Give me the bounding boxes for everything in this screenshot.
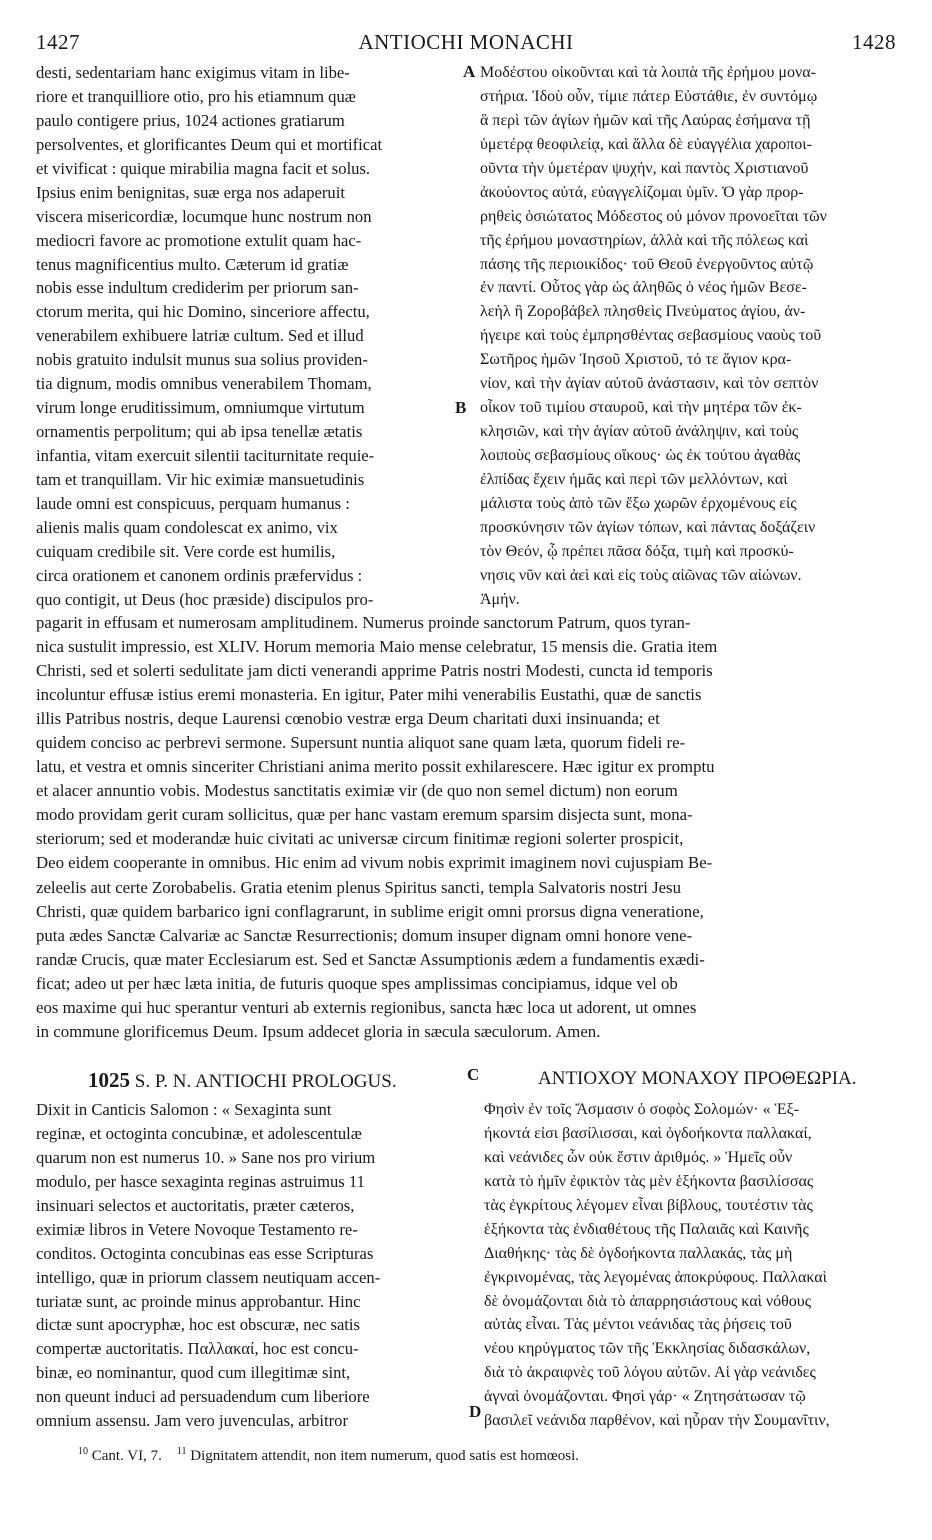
text-line: zeleelis aut certe Zorobabelis. Gratia etenim plenus Spiritus sancti, templa Salvatoris nostri Jesu (36, 877, 681, 897)
text-line: Μοδέστου οἰκοῦνται καὶ τὰ λοιπὰ τῆς ἐρήμου μονα- (480, 64, 816, 81)
text-line: ήκοντά εἰσι βασίλισσαι, καὶ ὀγδοήκοντα παλλακαί, (484, 1124, 812, 1142)
text-line: non queunt induci ad persuadendum cum liberiore (36, 1387, 370, 1407)
text-line: τῆς ἐρήμου μοναστηρίων, ἀλλὰ καὶ τῆς πόλεως καὶ (480, 231, 809, 249)
text-line: illis Patribus nostris, deque Laurensi cœnobio vestræ erga Deum charitati duxi insinuanda; et (36, 709, 660, 729)
text-line: ἑξήκοντα τὰς ἐνδιαθέτους τῆς Παλαιᾶς καὶ Καινῆς (484, 1220, 809, 1238)
text-line: Φησὶν ἐν τοῖς Ἄσμασιν ὁ σοφὸς Σολομών· « Ἑξ- (484, 1101, 800, 1118)
text-line: et alacer annuntio vobis. Modestus sanctitatis eximiæ vir (de quo non semel dictum) non eorum (36, 781, 678, 801)
text-line: Διαθήκης· τὰς δὲ ὀγδοήκοντα παλλακάς, τὰς μὴ (484, 1244, 793, 1262)
section-number: 1025 (88, 1068, 130, 1092)
margin-letter-c: C (467, 1065, 480, 1084)
footnote-10-text: Cant. VI, 7. (91, 1448, 162, 1464)
text-line: ἃ περὶ τῶν ἁγίων ἡμῶν καὶ τῆς Λαύρας ἐσήμανα τῇ (480, 111, 811, 129)
text-line: modulo, per hasce sexaginta reginas astruimus 11 (36, 1171, 365, 1191)
text-line: Christi, sed et solerti sedulitate jam dicti venerandi apprime Patris nostri Modesti, cuncta id temporis (36, 661, 713, 681)
text-line: tia dignum, modis omnibus venerabilem Thomam, (36, 374, 372, 394)
text-line: ἀκούοντος αὐτά, εὐαγγελίζομαι ὑμῖν. Ὁ γὰρ προρ- (480, 183, 804, 201)
text-line: ρηθεὶς ὁσιώτατος Μόδεστος οὐ μόνον προνοεῖται τῶν (480, 207, 827, 225)
text-line: incoluntur effusæ istius eremi monasteria. En igitur, Pater mihi venerabilis Eustathi, quæ de sanctis (36, 685, 702, 705)
text-line: eximiæ libros in Vetere Novoque Testamento re- (36, 1219, 358, 1239)
text-line: viscera misericordiæ, locumque hunc nostrum non (36, 206, 372, 226)
text-line: laude omni est conspicuus, perquam humanus : (36, 493, 350, 513)
text-line: προσκύνησιν τῶν ἁγίων τόπων, καὶ πάντας δοξάζειν (480, 518, 816, 536)
text-line: οἶκον τοῦ τιμίου σταυροῦ, καὶ τὴν μητέρα τῶν ἐκ- (480, 399, 802, 417)
text-line: virum longe eruditissimum, omniumque virtutum (36, 398, 365, 418)
text-line: steriorum; sed et moderandæ huic civitati ac universæ circum finitimæ regioni solerter prospicit, (36, 829, 684, 849)
text-line: desti, sedentariam hanc exigimus vitam in libe- (36, 63, 350, 82)
text-line: νέου κηρύγματος τῶν τῆς Ἐκκλησίας διδασκάλων, (484, 1340, 811, 1358)
text-line: tenus magnificentius multo. Cæterum id gratiæ (36, 254, 349, 274)
text-line: intelligo, quæ in priorum classem neutiquam accen- (36, 1267, 381, 1287)
latin-column-bottom (36, 1098, 464, 1433)
footnote-10-marker: 10 (78, 1446, 88, 1457)
text-line: turiatæ sunt, ac proinde minus approbantur. Hinc (36, 1291, 361, 1311)
footnote-11-text: Dignitatem attendit, non item numerum, quod satis est homœosi. (190, 1448, 579, 1464)
text-line: randæ Crucis, quæ mater Ecclesiarum est. Sed et Sanctæ Assumptionis ædem a fundamentis exædi- (36, 949, 705, 969)
text-line: alienis malis quam condolescat ex animo, vix (36, 517, 338, 537)
text-line: κλησιῶν, καὶ τὴν ἁγίαν αὐτοῦ ἀνάληψιν, καὶ τοὺς (480, 423, 799, 441)
text-line: νησις νῦν καὶ ἀεὶ καὶ εἰς τοὺς αἰῶνας τῶν αἰώνων. (480, 566, 802, 584)
text-line: quidem conciso ac perbrevi sermone. Supersunt nuntia aliquot sane quam læta, quorum fideli re- (36, 733, 686, 753)
text-line: nica sustulit impressio, est XLIV. Horum memoria Maio mense celebratur, 15 mensis die. Gratia item (36, 637, 718, 657)
text-line: cuiquam credibile sit. Vere corde est humilis, (36, 541, 336, 561)
text-line: ήγειρε καὶ τοὺς ἐμπρησθέντας σεβασμίους ναοὺς τοῦ (480, 327, 822, 345)
text-line: Dixit in Canticis Salomon : « Sexaginta sunt (36, 1100, 332, 1119)
text-line: venerabilem exhibuere latriæ cultum. Sed et illud (36, 326, 364, 346)
text-line: circa orationem et canonem ordinis præfervidus : (36, 565, 363, 585)
left-page-number: 1427 (36, 30, 80, 54)
text-line: μάλιστα τοὺς ἀπὸ τῶν ἔξω χωρῶν ἐρχομένους εἰς (480, 494, 797, 512)
text-line: modo providam gerit curam sollicitus, quæ per hanc vastam eremum sparsim disjecta sunt, mona- (36, 805, 693, 825)
text-line: nobis gratuito indulsit munus sua solius providen- (36, 350, 368, 370)
text-line: paulo contigere prius, 1024 actiones gratiarum (36, 110, 345, 130)
text-line: Deo eidem cooperante in omnibus. Hic enim ad vivum nobis exprimit imaginem novi cujuspiam Be- (36, 853, 713, 873)
text-line: riore et tranquilliore otio, pro his etiamnum quæ (36, 86, 356, 106)
text-line: quo contigit, ut Deus (hoc præside) discipulos pro- (36, 589, 374, 609)
text-line: reginæ, et octoginta concubinæ, et adolescentulæ (36, 1123, 362, 1143)
text-line: στήρια. Ἰδοὺ οὖν, τίμιε πάτερ Εὐστάθιε, ἐν συντόμῳ (480, 87, 818, 105)
text-line: ctorum merita, qui hic Domino, sinceriore affectu, (36, 302, 370, 322)
footnote-11-marker: 11 (176, 1446, 187, 1457)
text-line: δὲ ὀνομάζονται διὰ τὸ ἀπαρρησιάστους καὶ νόθους (484, 1292, 812, 1310)
footnotes (78, 1446, 579, 1465)
text-line: pagarit in effusam et numerosam amplitudinem. Numerus proinde sanctorum Patrum, quos tyran- (36, 613, 691, 632)
text-line: τὸν Θεόν, ᾧ πρέπει πᾶσα δόξα, τιμὴ καὶ προσκύ- (480, 542, 794, 560)
latin-section-heading (88, 1068, 397, 1093)
text-line: κατὰ τὸ ἡμῖν ἐφικτὸν τὰς μὲν ἑξήκοντα βασιλίσσας (484, 1172, 814, 1190)
text-line: τὰς ἐγκρίτους λέγομεν εἶναι βίβλους, τουτέστιν τὰς (484, 1196, 813, 1214)
text-line: insinuari selectos et auctoritatis, præter cæteros, (36, 1195, 355, 1215)
text-line: Σωτῆρος ἡμῶν Ἰησοῦ Χριστοῦ, τό τε ἅγιον κρα- (480, 351, 792, 369)
margin-letter-d: D (469, 1402, 482, 1421)
text-line: in commune glorificemus Deum. Ipsum addecet gloria in sæcula sæculorum. Amen. (36, 1021, 601, 1041)
text-line: ἐν παντί. Οὗτος γὰρ ὡς ἀληθῶς ὁ νέος ἡμῶν Βεσε- (480, 279, 807, 297)
text-line: ἁγναὶ ὀνομάζονται. Φησὶ γάρ· « Ζητησάτωσαν τῷ (484, 1388, 806, 1406)
text-line: ornamentis perpolitum; qui ab ipsa tenellæ ætatis (36, 422, 363, 442)
text-line: αὐτὰς εἶναι. Τὰς μέντοι νεάνιδας τὰς ῥήσεις τοῦ (484, 1316, 792, 1334)
text-line: Ἀμήν. (480, 590, 520, 608)
text-line: Ipsius enim benignitas, suæ erga nos adaperuit (36, 182, 345, 202)
text-line: ἐγκρινομένας, τὰς λεγομένας ἀποκρύφους. Παλλακαὶ (484, 1268, 827, 1286)
latin-section-title: S. P. N. ANTIOCHI PROLOGUS. (134, 1071, 397, 1092)
running-title: ANTIOCHI MONACHI (358, 30, 574, 54)
greek-column-bottom (484, 1098, 904, 1433)
text-line: ὑμετέρᾳ θεοφιλείᾳ, καὶ ἄλλα δὲ εὐαγγέλια χαροποι- (480, 135, 812, 153)
text-line: διὰ τὸ ἀκραιφνὲς τοῦ λόγου αὐτῶν. Αἱ γὰρ νεάνιδες (484, 1364, 816, 1382)
text-line: οῦντα τὴν ὑμετέραν ψυχήν, καὶ παντὸς Χριστιανοῦ (480, 159, 809, 177)
text-line: πάσης τῆς περιοικίδος· τοῦ Θεοῦ ἐνεργοῦντος αὐτῷ (480, 255, 814, 273)
text-line: βασιλεῖ νεάνιδα παρθένον, καὶ ηὗραν τὴν Σουμανῖτιν, (484, 1412, 830, 1430)
text-line: et vivificat : quique mirabilia magna facit et solus. (36, 158, 371, 178)
margin-letter-a: A (463, 62, 476, 81)
text-line: binæ, eo nominantur, quod cum illegitimæ sint, (36, 1363, 351, 1383)
text-line: latu, et vestra et omnis sinceriter Christiani anima merito possit exhilarescere. Hæc igitur ex promptu (36, 757, 715, 777)
text-line: conditos. Octoginta concubinas eas esse Scripturas (36, 1243, 374, 1263)
margin-letter-b: B (455, 398, 467, 417)
latin-column-top (36, 61, 460, 612)
text-line: mediocri favore ac promotione extulit quam hac- (36, 230, 362, 250)
text-line: persolventes, et glorificantes Deum qui et mortificat (36, 134, 383, 154)
text-line: λεὴλ ἢ Ζοροβάβελ πλησθεὶς Πνεύματος ἁγίου, ἀν- (480, 303, 806, 321)
latin-full-width-text (36, 611, 904, 1044)
text-line: Christi, quæ quidem barbarico igni conflagrarunt, in sublime erigit omni prorsus digna veneratione, (36, 901, 704, 921)
text-line: ἐλπίδας ἔχειν ἡμᾶς καὶ περὶ τῶν μελλόντων, καὶ (480, 470, 788, 488)
text-line: dictæ sunt apocryphæ, hoc est obscuræ, nec satis (36, 1315, 360, 1335)
text-line: ficat; adeo ut per hæc læta initia, de futuris quoque spes amplissimas concipiamus, idque vel ob (36, 973, 678, 993)
right-page-number: 1428 (852, 30, 896, 54)
text-line: puta ædes Sanctæ Calvariæ ac Sanctæ Resurrectionis; domum insuper dignam omni honore vene- (36, 925, 693, 945)
text-line: νίον, καὶ τὴν ἁγίαν αὐτοῦ ἀνάστασιν, καὶ τὸν σεπτὸν (480, 375, 819, 393)
text-line: omnium assensu. Jam vero juvenculas, arbitror (36, 1411, 348, 1431)
text-line: λοιποὺς σεβασμίους οἴκους· ὡς ἐκ τούτου ἀγαθὰς (480, 447, 801, 464)
text-line: eos maxime qui huc sperantur venturi ab externis regionibus, sancta hæc loca ut adorent, ut omnes (36, 997, 697, 1017)
text-line: compertæ auctoritatis. Παλλακαί, hoc est concu- (36, 1339, 359, 1359)
text-line: nobis esse indultum crediderim per priorum san- (36, 278, 359, 298)
greek-section-heading: ΑΝΤΙΟΧΟΥ ΜΟΝΑΧΟΥ ΠΡΟΘΕΩΡΙΑ. (538, 1068, 857, 1089)
text-line: tam et tranquillam. Vir hic eximiæ mansuetudinis (36, 469, 365, 489)
text-line: καὶ νεάνιδες ὧν οὐκ ἔστιν ἀριθμός. » Ἡμεῖς οὖν (484, 1148, 793, 1166)
greek-column-top (480, 61, 900, 612)
text-line: quarum non est numerus 10. » Sane nos pro virium (36, 1147, 376, 1167)
text-line: infantia, vitam exercuit silentii taciturnitate requie- (36, 446, 375, 465)
